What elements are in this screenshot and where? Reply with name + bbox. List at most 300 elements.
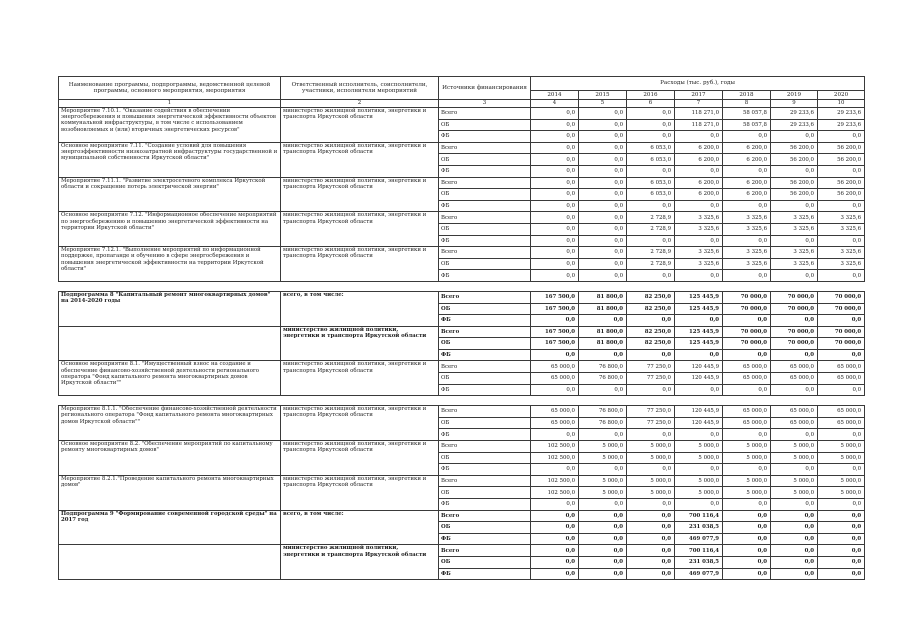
amount-cell: 0,0 xyxy=(579,223,627,235)
amount-cell: 0,0 xyxy=(531,533,579,545)
amount-cell: 6 200,0 xyxy=(723,177,771,189)
amount-cell: 6 200,0 xyxy=(675,154,723,166)
funding-source: ОБ xyxy=(439,373,531,385)
amount-cell: 0,0 xyxy=(531,189,579,201)
amount-cell: 700 116,4 xyxy=(675,510,723,522)
amount-cell: 5 000,0 xyxy=(675,475,723,487)
amount-cell: 5 000,0 xyxy=(818,441,865,453)
amount-cell: 82 250,0 xyxy=(627,303,675,315)
amount-cell: 0,0 xyxy=(579,384,627,396)
amount-cell: 3 325,6 xyxy=(723,223,771,235)
amount-cell: 77 250,0 xyxy=(627,373,675,385)
amount-cell: 0,0 xyxy=(771,499,818,511)
amount-cell: 700 116,4 xyxy=(675,545,723,557)
funding-source: Всего xyxy=(439,326,531,338)
funding-source: Всего xyxy=(439,441,531,453)
table-row xyxy=(59,406,865,418)
amount-cell: 70 000,0 xyxy=(723,338,771,350)
amount-cell: 0,0 xyxy=(675,464,723,476)
amount-cell: 0,0 xyxy=(579,108,627,120)
budget-table-sheet xyxy=(58,76,864,580)
amount-cell: 0,0 xyxy=(579,315,627,327)
amount-cell: 0,0 xyxy=(675,235,723,247)
amount-cell: 0,0 xyxy=(627,349,675,361)
amount-cell: 0,0 xyxy=(627,545,675,557)
header-executor-column: Ответственный исполнитель, соисполнители, участники, исполнители мероприятий xyxy=(281,77,439,100)
amount-cell: 0,0 xyxy=(723,270,771,282)
amount-cell: 5 000,0 xyxy=(723,487,771,499)
amount-cell: 167 500,0 xyxy=(531,291,579,303)
table-row xyxy=(59,142,865,154)
amount-cell: 0,0 xyxy=(818,235,865,247)
funding-source: Всего xyxy=(439,545,531,557)
amount-cell: 0,0 xyxy=(579,429,627,441)
amount-cell: 76 800,0 xyxy=(579,406,627,418)
amount-cell: 125 445,9 xyxy=(675,303,723,315)
amount-cell: 0,0 xyxy=(818,556,865,568)
amount-cell: 3 325,6 xyxy=(675,258,723,270)
amount-cell: 0,0 xyxy=(531,200,579,212)
amount-cell: 29 233,6 xyxy=(818,119,865,131)
table-row xyxy=(59,441,865,453)
amount-cell: 120 445,9 xyxy=(675,406,723,418)
amount-cell: 5 000,0 xyxy=(771,475,818,487)
amount-cell: 0,0 xyxy=(531,464,579,476)
amount-cell: 0,0 xyxy=(723,315,771,327)
amount-cell: 0,0 xyxy=(771,510,818,522)
funding-source: ОБ xyxy=(439,338,531,350)
amount-cell: 0,0 xyxy=(579,258,627,270)
amount-cell: 0,0 xyxy=(818,315,865,327)
funding-source: ОБ xyxy=(439,258,531,270)
header-expenses: Расходы (тыс. руб.), годы xyxy=(531,77,865,91)
spacer-row xyxy=(59,281,865,291)
amount-cell: 65 000,0 xyxy=(771,373,818,385)
funding-source: ФБ xyxy=(439,131,531,143)
amount-cell: 65 000,0 xyxy=(818,361,865,373)
amount-cell: 0,0 xyxy=(579,131,627,143)
amount-cell: 0,0 xyxy=(579,499,627,511)
funding-source: Всего xyxy=(439,510,531,522)
funding-source: ОБ xyxy=(439,417,531,429)
amount-cell: 120 445,9 xyxy=(675,361,723,373)
funding-source: ОБ xyxy=(439,452,531,464)
amount-cell: 0,0 xyxy=(531,568,579,580)
amount-cell: 77 250,0 xyxy=(627,406,675,418)
amount-cell: 0,0 xyxy=(818,499,865,511)
amount-cell: 3 325,6 xyxy=(771,247,818,259)
year-header: 2020 xyxy=(818,91,865,100)
amount-cell: 0,0 xyxy=(723,200,771,212)
amount-cell: 76 800,0 xyxy=(579,361,627,373)
funding-source: ОБ xyxy=(439,487,531,499)
amount-cell: 0,0 xyxy=(818,464,865,476)
amount-cell: 65 000,0 xyxy=(771,417,818,429)
amount-cell: 81 800,0 xyxy=(579,338,627,350)
amount-cell: 0,0 xyxy=(627,315,675,327)
measure-name: Основное мероприятие 7.11. "Создание условий для повышения энергоэффективности низкозатратной инфраструктуры государственной и муниципальной собственности Иркутской области" xyxy=(59,142,281,177)
funding-source: Всего xyxy=(439,475,531,487)
funding-source: ФБ xyxy=(439,315,531,327)
table-row xyxy=(59,475,865,487)
amount-cell: 469 077,9 xyxy=(675,568,723,580)
amount-cell: 0,0 xyxy=(531,499,579,511)
amount-cell: 0,0 xyxy=(531,131,579,143)
amount-cell: 6 200,0 xyxy=(675,177,723,189)
amount-cell: 0,0 xyxy=(627,568,675,580)
funding-source: Всего xyxy=(439,291,531,303)
amount-cell: 0,0 xyxy=(579,235,627,247)
amount-cell: 65 000,0 xyxy=(531,406,579,418)
amount-cell: 70 000,0 xyxy=(771,291,818,303)
amount-cell: 0,0 xyxy=(531,235,579,247)
measure-name: Основное мероприятие 8.1. "Имущественный взнос на создание и обеспечение финансово-хозяйственной деятельности регионального оператора "Фонд капитального ремонта многоквартирных домов Иркутской области"" xyxy=(59,361,281,396)
amount-cell: 0,0 xyxy=(579,510,627,522)
amount-cell: 70 000,0 xyxy=(818,291,865,303)
funding-source: ОБ xyxy=(439,303,531,315)
amount-cell: 5 000,0 xyxy=(723,441,771,453)
amount-cell: 120 445,9 xyxy=(675,417,723,429)
amount-cell: 29 233,6 xyxy=(771,108,818,120)
column-number: 6 xyxy=(627,100,675,108)
amount-cell: 6 200,0 xyxy=(723,154,771,166)
year-header: 2016 xyxy=(627,91,675,100)
measure-name: Мероприятие 7.11.1. "Развитие электросетевого комплекса Иркутской области и сокращение потерь электрической энергии" xyxy=(59,177,281,212)
column-number: 1 xyxy=(59,100,281,108)
amount-cell: 5 000,0 xyxy=(675,441,723,453)
amount-cell: 0,0 xyxy=(818,349,865,361)
amount-cell: 0,0 xyxy=(531,247,579,259)
amount-cell: 0,0 xyxy=(627,510,675,522)
amount-cell: 82 250,0 xyxy=(627,326,675,338)
amount-cell: 56 200,0 xyxy=(818,142,865,154)
amount-cell: 0,0 xyxy=(627,108,675,120)
amount-cell: 5 000,0 xyxy=(579,452,627,464)
measure-name: Подпрограмма 9 "Формирование современной городской среды" на 2017 год xyxy=(59,510,281,545)
amount-cell: 0,0 xyxy=(818,270,865,282)
amount-cell: 56 200,0 xyxy=(818,154,865,166)
amount-cell: 0,0 xyxy=(771,522,818,534)
amount-cell: 125 445,9 xyxy=(675,338,723,350)
amount-cell: 0,0 xyxy=(818,510,865,522)
year-header: 2015 xyxy=(579,91,627,100)
amount-cell: 0,0 xyxy=(771,270,818,282)
funding-source: ОБ xyxy=(439,522,531,534)
amount-cell: 0,0 xyxy=(627,533,675,545)
funding-source: ФБ xyxy=(439,235,531,247)
amount-cell: 2 728,9 xyxy=(627,258,675,270)
funding-source: ФБ xyxy=(439,349,531,361)
amount-cell: 0,0 xyxy=(771,533,818,545)
header-name-column: Наименование программы, подпрограммы, ведомственной целевой программы, основного мероприятия, мероприятия xyxy=(59,77,281,100)
amount-cell: 102 500,0 xyxy=(531,475,579,487)
amount-cell: 0,0 xyxy=(723,499,771,511)
amount-cell: 70 000,0 xyxy=(771,303,818,315)
amount-cell: 3 325,6 xyxy=(818,212,865,224)
amount-cell: 0,0 xyxy=(771,429,818,441)
funding-source: ОБ xyxy=(439,119,531,131)
amount-cell: 0,0 xyxy=(675,429,723,441)
amount-cell: 5 000,0 xyxy=(579,441,627,453)
funding-source: ФБ xyxy=(439,429,531,441)
amount-cell: 5 000,0 xyxy=(627,452,675,464)
amount-cell: 0,0 xyxy=(579,349,627,361)
amount-cell: 0,0 xyxy=(531,154,579,166)
funding-source: Всего xyxy=(439,142,531,154)
funding-source: ФБ xyxy=(439,200,531,212)
amount-cell: 3 325,6 xyxy=(723,247,771,259)
amount-cell: 70 000,0 xyxy=(818,303,865,315)
executor: всего, в том числе: xyxy=(281,291,439,326)
amount-cell: 0,0 xyxy=(771,349,818,361)
amount-cell: 65 000,0 xyxy=(723,361,771,373)
amount-cell: 102 500,0 xyxy=(531,441,579,453)
amount-cell: 5 000,0 xyxy=(723,452,771,464)
funding-source: ФБ xyxy=(439,499,531,511)
amount-cell: 0,0 xyxy=(627,200,675,212)
table-row xyxy=(59,108,865,120)
amount-cell: 2 728,9 xyxy=(627,223,675,235)
spacer-cell xyxy=(59,281,865,291)
column-number: 9 xyxy=(771,100,818,108)
amount-cell: 0,0 xyxy=(579,177,627,189)
executor: министерство жилищной политики, энергетики и транспорта Иркутской области xyxy=(281,361,439,396)
amount-cell: 0,0 xyxy=(531,223,579,235)
amount-cell: 65 000,0 xyxy=(531,373,579,385)
amount-cell: 0,0 xyxy=(531,315,579,327)
table-row xyxy=(59,545,865,557)
amount-cell: 0,0 xyxy=(627,499,675,511)
amount-cell: 5 000,0 xyxy=(818,452,865,464)
amount-cell: 0,0 xyxy=(627,522,675,534)
amount-cell: 0,0 xyxy=(723,556,771,568)
executor: министерство жилищной политики, энергетики и транспорта Иркутской области xyxy=(281,326,439,361)
amount-cell: 0,0 xyxy=(771,131,818,143)
funding-source: ОБ xyxy=(439,154,531,166)
amount-cell: 3 325,6 xyxy=(675,247,723,259)
amount-cell: 5 000,0 xyxy=(579,475,627,487)
funding-source: ФБ xyxy=(439,533,531,545)
amount-cell: 77 250,0 xyxy=(627,417,675,429)
measure-name: Мероприятие 7.12.1. "Выполнение мероприятий по информационной поддержке, пропаганде и обучению в сфере энергосбережения и повышения энергетической эффективности на территории Иркутской области" xyxy=(59,247,281,282)
amount-cell: 76 800,0 xyxy=(579,373,627,385)
amount-cell: 231 038,5 xyxy=(675,522,723,534)
amount-cell: 3 325,6 xyxy=(771,258,818,270)
amount-cell: 82 250,0 xyxy=(627,291,675,303)
amount-cell: 0,0 xyxy=(531,258,579,270)
year-header: 2014 xyxy=(531,91,579,100)
amount-cell: 5 000,0 xyxy=(627,487,675,499)
amount-cell: 0,0 xyxy=(818,429,865,441)
funding-source: Всего xyxy=(439,361,531,373)
amount-cell: 0,0 xyxy=(579,545,627,557)
amount-cell: 0,0 xyxy=(579,556,627,568)
amount-cell: 58 057,8 xyxy=(723,108,771,120)
amount-cell: 0,0 xyxy=(818,131,865,143)
amount-cell: 58 057,8 xyxy=(723,119,771,131)
amount-cell: 65 000,0 xyxy=(723,406,771,418)
executor: министерство жилищной политики, энергетики и транспорта Иркутской области xyxy=(281,545,439,580)
amount-cell: 0,0 xyxy=(579,212,627,224)
amount-cell: 0,0 xyxy=(579,189,627,201)
column-number: 5 xyxy=(579,100,627,108)
amount-cell: 6 200,0 xyxy=(723,142,771,154)
amount-cell: 5 000,0 xyxy=(818,487,865,499)
amount-cell: 3 325,6 xyxy=(675,223,723,235)
amount-cell: 0,0 xyxy=(771,568,818,580)
amount-cell: 0,0 xyxy=(675,270,723,282)
table-row xyxy=(59,510,865,522)
amount-cell: 0,0 xyxy=(771,545,818,557)
amount-cell: 56 200,0 xyxy=(771,142,818,154)
amount-cell: 0,0 xyxy=(627,119,675,131)
amount-cell: 0,0 xyxy=(818,545,865,557)
amount-cell: 70 000,0 xyxy=(818,326,865,338)
amount-cell: 0,0 xyxy=(723,429,771,441)
amount-cell: 76 800,0 xyxy=(579,417,627,429)
amount-cell: 70 000,0 xyxy=(723,326,771,338)
amount-cell: 0,0 xyxy=(531,429,579,441)
amount-cell: 0,0 xyxy=(818,200,865,212)
amount-cell: 81 800,0 xyxy=(579,291,627,303)
amount-cell: 5 000,0 xyxy=(771,452,818,464)
amount-cell: 56 200,0 xyxy=(771,154,818,166)
table-row xyxy=(59,247,865,259)
amount-cell: 0,0 xyxy=(531,545,579,557)
funding-source: ОБ xyxy=(439,223,531,235)
amount-cell: 0,0 xyxy=(675,384,723,396)
amount-cell: 0,0 xyxy=(723,464,771,476)
amount-cell: 3 325,6 xyxy=(818,247,865,259)
funding-source: ОБ xyxy=(439,189,531,201)
amount-cell: 0,0 xyxy=(771,556,818,568)
amount-cell: 65 000,0 xyxy=(531,361,579,373)
amount-cell: 5 000,0 xyxy=(579,487,627,499)
amount-cell: 70 000,0 xyxy=(818,338,865,350)
table-row xyxy=(59,361,865,373)
table-body xyxy=(59,108,865,580)
amount-cell: 3 325,6 xyxy=(723,212,771,224)
amount-cell: 81 800,0 xyxy=(579,303,627,315)
year-header: 2017 xyxy=(675,91,723,100)
amount-cell: 0,0 xyxy=(531,349,579,361)
amount-cell: 0,0 xyxy=(771,235,818,247)
amount-cell: 29 233,6 xyxy=(818,108,865,120)
amount-cell: 3 325,6 xyxy=(818,223,865,235)
amount-cell: 0,0 xyxy=(531,119,579,131)
column-number: 3 xyxy=(439,100,531,108)
amount-cell: 0,0 xyxy=(723,533,771,545)
measure-name: Основное мероприятие 8.2. "Обеспечение мероприятий по капитальному ремонту многоквартирных домов" xyxy=(59,441,281,476)
executor: министерство жилищной политики, энергетики и транспорта Иркутской области xyxy=(281,108,439,143)
column-number: 8 xyxy=(723,100,771,108)
amount-cell: 6 053,0 xyxy=(627,189,675,201)
measure-name: Мероприятие 7.10.1. "Оказание содействия в обеспечении энергосбережения и повышения энергетической эффективности объектов коммунальной инфраструктуры, в том числе с использованием возобновляемых и (или) вторичных энергетических ресурсов" xyxy=(59,108,281,143)
amount-cell: 0,0 xyxy=(818,568,865,580)
amount-cell: 0,0 xyxy=(627,464,675,476)
amount-cell: 118 271,0 xyxy=(675,119,723,131)
funding-source: ФБ xyxy=(439,384,531,396)
amount-cell: 0,0 xyxy=(531,165,579,177)
executor: министерство жилищной политики, энергетики и транспорта Иркутской области xyxy=(281,441,439,476)
column-number: 2 xyxy=(281,100,439,108)
amount-cell: 0,0 xyxy=(818,384,865,396)
amount-cell: 0,0 xyxy=(579,200,627,212)
amount-cell: 167 500,0 xyxy=(531,326,579,338)
executor: министерство жилищной политики, энергетики и транспорта Иркутской области xyxy=(281,247,439,282)
amount-cell: 6 053,0 xyxy=(627,177,675,189)
amount-cell: 29 233,6 xyxy=(771,119,818,131)
table-header xyxy=(59,77,865,108)
measure-name xyxy=(59,326,281,361)
amount-cell: 0,0 xyxy=(723,235,771,247)
amount-cell: 0,0 xyxy=(771,315,818,327)
amount-cell: 56 200,0 xyxy=(771,189,818,201)
amount-cell: 6 200,0 xyxy=(723,189,771,201)
amount-cell: 65 000,0 xyxy=(771,361,818,373)
column-number: 4 xyxy=(531,100,579,108)
amount-cell: 81 800,0 xyxy=(579,326,627,338)
executor: министерство жилищной политики, энергетики и транспорта Иркутской области xyxy=(281,406,439,441)
amount-cell: 231 038,5 xyxy=(675,556,723,568)
executor: министерство жилищной политики, энергетики и транспорта Иркутской области xyxy=(281,475,439,510)
amount-cell: 3 325,6 xyxy=(771,223,818,235)
amount-cell: 5 000,0 xyxy=(723,475,771,487)
table-row xyxy=(59,177,865,189)
amount-cell: 56 200,0 xyxy=(818,177,865,189)
amount-cell: 0,0 xyxy=(675,200,723,212)
amount-cell: 0,0 xyxy=(579,154,627,166)
amount-cell: 0,0 xyxy=(531,510,579,522)
amount-cell: 167 500,0 xyxy=(531,338,579,350)
amount-cell: 0,0 xyxy=(723,384,771,396)
amount-cell: 56 200,0 xyxy=(771,177,818,189)
amount-cell: 0,0 xyxy=(723,568,771,580)
amount-cell: 0,0 xyxy=(531,142,579,154)
executor: всего, в том числе: xyxy=(281,510,439,545)
amount-cell: 0,0 xyxy=(723,349,771,361)
amount-cell: 0,0 xyxy=(675,499,723,511)
amount-cell: 2 728,9 xyxy=(627,212,675,224)
funding-source: Всего xyxy=(439,247,531,259)
amount-cell: 0,0 xyxy=(531,212,579,224)
executor: министерство жилищной политики, энергетики и транспорта Иркутской области xyxy=(281,142,439,177)
amount-cell: 0,0 xyxy=(579,568,627,580)
funding-source: ФБ xyxy=(439,568,531,580)
amount-cell: 0,0 xyxy=(627,235,675,247)
amount-cell: 70 000,0 xyxy=(771,326,818,338)
amount-cell: 102 500,0 xyxy=(531,487,579,499)
amount-cell: 469 077,9 xyxy=(675,533,723,545)
amount-cell: 2 728,9 xyxy=(627,247,675,259)
measure-name xyxy=(59,545,281,580)
amount-cell: 0,0 xyxy=(627,556,675,568)
amount-cell: 0,0 xyxy=(531,384,579,396)
amount-cell: 0,0 xyxy=(771,165,818,177)
amount-cell: 65 000,0 xyxy=(771,406,818,418)
amount-cell: 65 000,0 xyxy=(531,417,579,429)
amount-cell: 0,0 xyxy=(627,270,675,282)
amount-cell: 65 000,0 xyxy=(818,406,865,418)
spacer-cell xyxy=(59,396,865,406)
amount-cell: 56 200,0 xyxy=(818,189,865,201)
amount-cell: 0,0 xyxy=(531,556,579,568)
amount-cell: 6 053,0 xyxy=(627,154,675,166)
amount-cell: 0,0 xyxy=(818,165,865,177)
amount-cell: 70 000,0 xyxy=(723,291,771,303)
executor: министерство жилищной политики, энергетики и транспорта Иркутской области xyxy=(281,177,439,212)
funding-source: ФБ xyxy=(439,464,531,476)
